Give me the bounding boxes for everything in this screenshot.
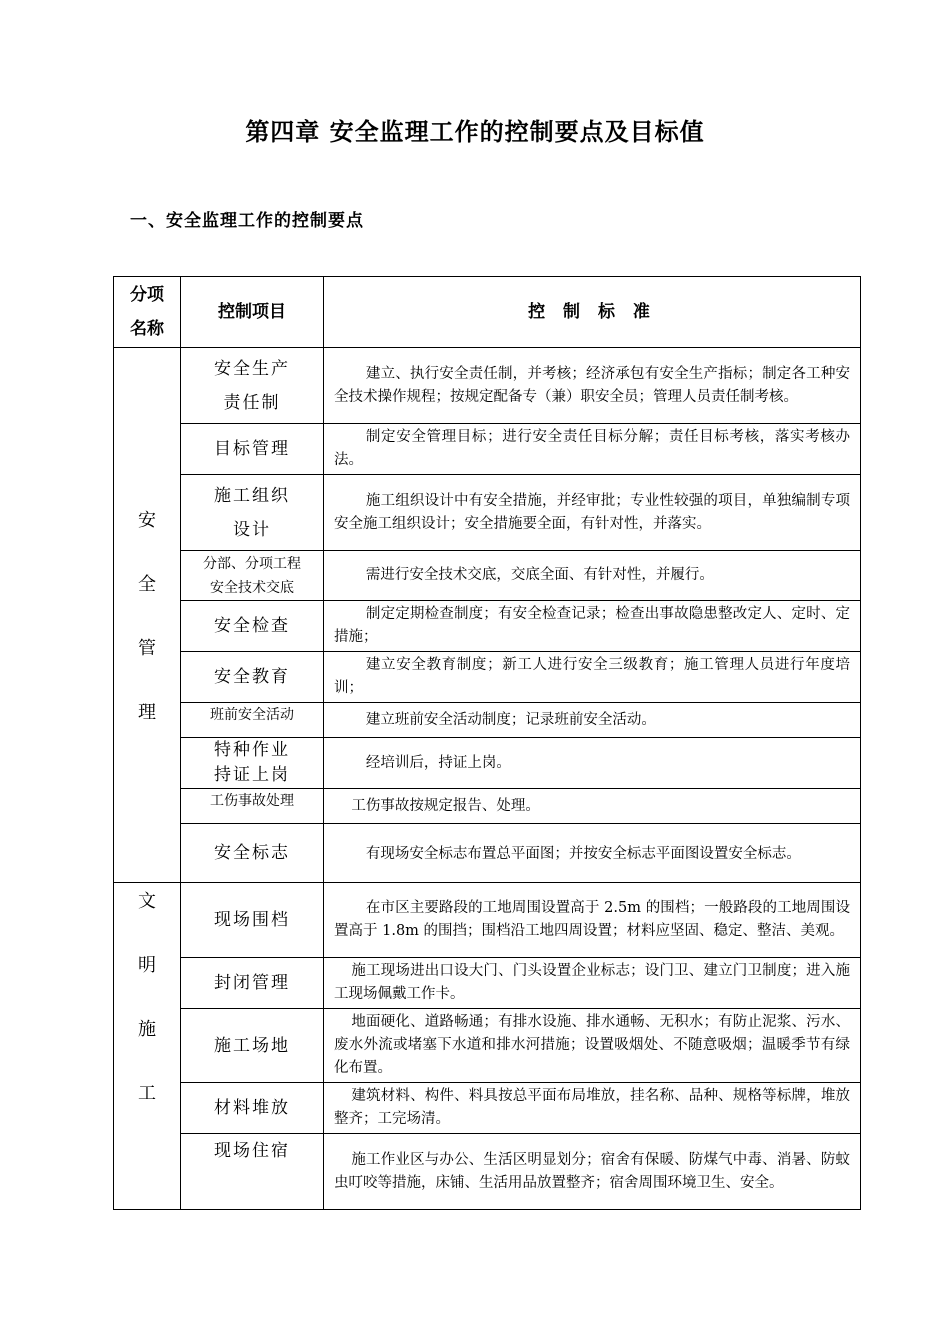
control-standard: 建筑材料、构件、料具按总平面布局堆放，挂名称、品种、规格等标牌，堆放整齐；工完场清。 [324, 1083, 861, 1134]
control-points-table [113, 276, 861, 1210]
category-char: 理 [138, 702, 156, 723]
control-item [181, 738, 324, 789]
category-char: 管 [138, 638, 156, 659]
control-standard: 有现场安全标志布置总平面图；并按安全标志平面图设置安全标志。 [324, 824, 861, 883]
category-safety-management [114, 348, 181, 883]
category-char: 施 [138, 1019, 156, 1040]
table-row [114, 883, 861, 958]
control-item [181, 1083, 324, 1134]
control-item-line: 持证上岗 [214, 765, 290, 785]
header-standard: 控 制 标 准 [324, 277, 861, 348]
control-item-line: 安全生产 [214, 358, 290, 379]
table-row [114, 475, 861, 551]
control-item-line: 封闭管理 [214, 973, 290, 993]
table-row [114, 424, 861, 475]
control-standard: 建立安全教育制度；新工人进行安全三级教育；施工管理人员进行年度培训； [324, 652, 861, 703]
control-item-line: 安全检查 [214, 616, 290, 636]
control-item-line: 安全技术交底 [210, 579, 294, 596]
header-category-line: 名称 [130, 319, 164, 339]
control-item [181, 601, 324, 652]
section-title: 一、安全监理工作的控制要点 [130, 211, 364, 231]
control-item-line: 设计 [233, 519, 271, 540]
control-standard: 工伤事故按规定报告、处理。 [324, 789, 861, 824]
category-civilized-construction [114, 883, 181, 1210]
category-char: 工 [138, 1083, 156, 1104]
category-char: 明 [138, 955, 156, 976]
control-item [181, 824, 324, 883]
table-row [114, 1083, 861, 1134]
control-item-line: 施工场地 [214, 1035, 290, 1056]
control-item-line: 现场住宿 [214, 1141, 290, 1161]
control-item [181, 424, 324, 475]
category-char: 全 [138, 574, 156, 595]
control-standard: 制定安全管理目标；进行安全责任目标分解；责任目标考核，落实考核办法。 [324, 424, 861, 475]
control-item [181, 789, 324, 824]
control-item-line: 班前安全活动 [210, 707, 294, 723]
header-category-line: 分项 [130, 285, 164, 305]
control-standard: 施工组织设计中有安全措施，并经审批；专业性较强的项目，单独编制专项安全施工组织设计；安全措施要全面，有针对性，并落实。 [324, 475, 861, 551]
table-header-row [114, 277, 861, 348]
control-item-line: 施工组织 [214, 485, 290, 506]
table-row [114, 1009, 861, 1083]
table-row [114, 703, 861, 738]
control-item-line: 目标管理 [214, 439, 290, 459]
control-item [181, 475, 324, 551]
chapter-title: 第四章 安全监理工作的控制要点及目标值 [245, 118, 705, 146]
control-item [181, 348, 324, 424]
control-standard: 经培训后，持证上岗。 [324, 738, 861, 789]
control-item [181, 883, 324, 958]
control-item [181, 1009, 324, 1083]
table-row [114, 789, 861, 824]
control-item [181, 703, 324, 738]
table-row [114, 551, 861, 601]
control-item-line: 分部、分项工程 [203, 555, 301, 572]
control-standard: 施工作业区与办公、生活区明显划分；宿舍有保暖、防煤气中毒、消暑、防蚊虫叮咬等措施，床铺、生活用品放置整齐；宿舍周围环境卫生、安全。 [324, 1134, 861, 1210]
control-item-line: 工伤事故处理 [210, 793, 294, 809]
control-item [181, 652, 324, 703]
table-row [114, 1134, 861, 1210]
table-row [114, 601, 861, 652]
control-standard: 制定定期检查制度；有安全检查记录；检查出事故隐患整改定人、定时、定措施； [324, 601, 861, 652]
header-category [114, 277, 181, 348]
control-item-line: 材料堆放 [214, 1098, 290, 1118]
control-standard: 建立班前安全活动制度；记录班前安全活动。 [324, 703, 861, 738]
control-standard: 施工现场进出口设大门、门头设置企业标志；设门卫、建立门卫制度；进入施工现场佩戴工作卡。 [324, 958, 861, 1009]
table-row [114, 348, 861, 424]
control-item-line: 特种作业 [214, 740, 290, 760]
category-char: 安 [138, 510, 156, 531]
table-row [114, 738, 861, 789]
control-item [181, 551, 324, 601]
category-char: 文 [138, 891, 156, 912]
control-standard: 在市区主要路段的工地周围设置高于 2.5m 的围档；一般路段的工地周围设置高于 1.8m 的围挡；围档沿工地四周设置；材料应坚固、稳定、整洁、美观。 [324, 883, 861, 958]
control-item [181, 958, 324, 1009]
control-standard: 需进行安全技术交底，交底全面、有针对性，并履行。 [324, 551, 861, 601]
control-item [181, 1134, 324, 1210]
header-item: 控制项目 [181, 277, 324, 348]
control-standard: 建立、执行安全责任制，并考核；经济承包有安全生产指标；制定各工种安全技术操作规程；按规定配备专（兼）职安全员；管理人员责任制考核。 [324, 348, 861, 424]
table-row [114, 958, 861, 1009]
control-item-line: 安全教育 [214, 667, 290, 687]
table-row [114, 652, 861, 703]
control-standard: 地面硬化、道路畅通；有排水设施、排水通畅、无积水；有防止泥浆、污水、废水外流或堵塞下水道和排水河措施；设置吸烟处、不随意吸烟；温暖季节有绿化布置。 [324, 1009, 861, 1083]
table-row [114, 824, 861, 883]
control-item-line: 安全标志 [214, 843, 290, 863]
control-item-line: 责任制 [223, 392, 281, 413]
control-item-line: 现场围档 [214, 910, 290, 930]
